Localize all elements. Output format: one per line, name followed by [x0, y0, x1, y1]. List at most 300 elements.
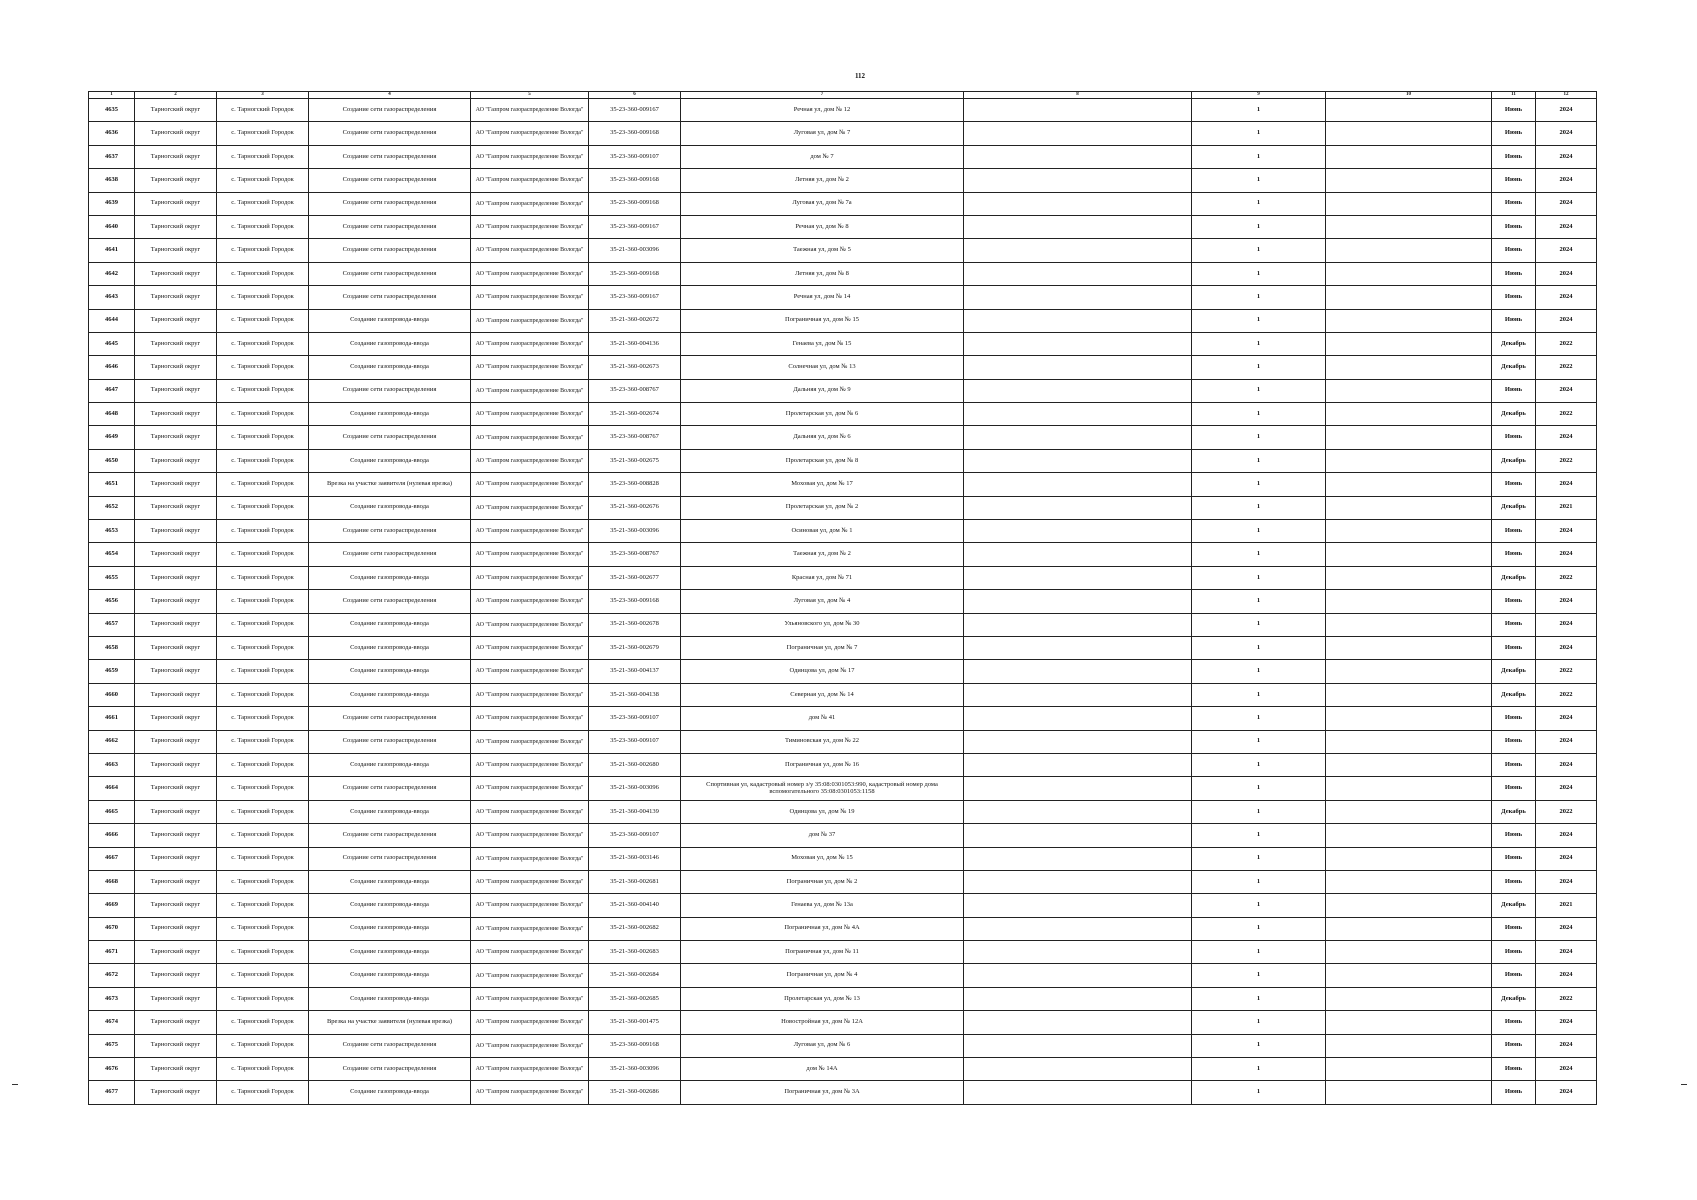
cell-column-locality: с. Тарногский Городок [217, 683, 309, 706]
cell-column-month: Июнь [1492, 309, 1536, 332]
cell-column-owner: АО "Газпром газораспределение Вологда" [471, 169, 589, 192]
cell-column-10 [1326, 800, 1492, 823]
cell-column-district: Тарногский округ [135, 192, 217, 215]
cell-column-work-type: Создание сети газораспределения [309, 145, 471, 168]
table-row [89, 941, 1597, 964]
cell-column-locality: с. Тарногский Городок [217, 613, 309, 636]
register-table [88, 91, 1597, 1105]
cell-column-cadastral-number: 35-21-360-004140 [589, 894, 681, 917]
cell-column-address: Таежная ул, дом № 5 [681, 239, 964, 262]
cell-column-district: Тарногский округ [135, 590, 217, 613]
cell-column-work-type: Создание сети газораспределения [309, 707, 471, 730]
cell-column-10 [1326, 683, 1492, 706]
cell-column-10 [1326, 403, 1492, 426]
cell-column-quantity: 1 [1192, 730, 1326, 753]
cell-column-district: Тарногский округ [135, 566, 217, 589]
cell-column-owner: АО "Газпром газораспределение Вологда" [471, 613, 589, 636]
table-row [89, 707, 1597, 730]
cell-column-10 [1326, 332, 1492, 355]
cell-column-month: Июнь [1492, 777, 1536, 800]
cell-column-address: Тиминовская ул, дом № 22 [681, 730, 964, 753]
cell-column-quantity: 1 [1192, 941, 1326, 964]
cell-column-index: 4641 [89, 239, 135, 262]
table-row [89, 332, 1597, 355]
cell-column-month: Июнь [1492, 379, 1536, 402]
table-row [89, 403, 1597, 426]
cell-column-owner: АО "Газпром газораспределение Вологда" [471, 1011, 589, 1034]
cell-column-10 [1326, 707, 1492, 730]
table-row [89, 777, 1597, 800]
header-column-month: 11 [1492, 92, 1536, 99]
table-row [89, 636, 1597, 659]
cell-column-8 [964, 847, 1192, 870]
cell-column-locality: с. Тарногский Городок [217, 426, 309, 449]
cell-column-month: Июнь [1492, 192, 1536, 215]
cell-column-8 [964, 145, 1192, 168]
cell-column-locality: с. Тарногский Городок [217, 847, 309, 870]
cell-column-year: 2024 [1536, 520, 1597, 543]
cell-column-month: Июнь [1492, 169, 1536, 192]
cell-column-cadastral-number: 35-23-360-008767 [589, 426, 681, 449]
cell-column-owner: АО "Газпром газораспределение Вологда" [471, 426, 589, 449]
cell-column-year: 2022 [1536, 660, 1597, 683]
cell-column-address: Дальняя ул, дом № 9 [681, 379, 964, 402]
cell-column-cadastral-number: 35-23-360-009107 [589, 707, 681, 730]
cell-column-quantity: 1 [1192, 520, 1326, 543]
cell-column-district: Тарногский округ [135, 987, 217, 1010]
cell-column-10 [1326, 777, 1492, 800]
cell-column-cadastral-number: 35-23-360-008767 [589, 543, 681, 566]
cell-column-index: 4661 [89, 707, 135, 730]
cell-column-quantity: 1 [1192, 449, 1326, 472]
cell-column-owner: АО "Газпром газораспределение Вологда" [471, 215, 589, 238]
cell-column-district: Тарногский округ [135, 847, 217, 870]
cell-column-8 [964, 707, 1192, 730]
header-column-year: 12 [1536, 92, 1597, 99]
table-row [89, 917, 1597, 940]
cell-column-work-type: Создание газопровода-ввода [309, 496, 471, 519]
cell-column-index: 4652 [89, 496, 135, 519]
table-row [89, 449, 1597, 472]
cell-column-owner: АО "Газпром газораспределение Вологда" [471, 987, 589, 1010]
cell-column-quantity: 1 [1192, 566, 1326, 589]
cell-column-address: Спортивная ул, кадастровый номер з/у 35:08:0301053:990, кадастровый номер дома вспомогательного 35:08:0301053:1158 [681, 777, 964, 800]
cell-column-8 [964, 449, 1192, 472]
cell-column-10 [1326, 262, 1492, 285]
cell-column-10 [1326, 730, 1492, 753]
cell-column-index: 4662 [89, 730, 135, 753]
cell-column-work-type: Создание газопровода-ввода [309, 356, 471, 379]
cell-column-8 [964, 379, 1192, 402]
cell-column-locality: с. Тарногский Городок [217, 1058, 309, 1081]
cell-column-year: 2022 [1536, 800, 1597, 823]
cell-column-work-type: Создание газопровода-ввода [309, 917, 471, 940]
cell-column-8 [964, 1081, 1192, 1104]
cell-column-owner: АО "Газпром газораспределение Вологда" [471, 1034, 589, 1057]
cell-column-month: Июнь [1492, 753, 1536, 776]
cell-column-address: дом № 41 [681, 707, 964, 730]
cell-column-quantity: 1 [1192, 496, 1326, 519]
cell-column-locality: с. Тарногский Городок [217, 730, 309, 753]
cell-column-year: 2024 [1536, 753, 1597, 776]
cell-column-address: Пролетарская ул, дом № 2 [681, 496, 964, 519]
cell-column-year: 2024 [1536, 286, 1597, 309]
table-row [89, 496, 1597, 519]
cell-column-address: Осиновая ул, дом № 1 [681, 520, 964, 543]
cell-column-work-type: Создание газопровода-ввода [309, 660, 471, 683]
cell-column-10 [1326, 987, 1492, 1010]
cell-column-locality: с. Тарногский Городок [217, 964, 309, 987]
cell-column-cadastral-number: 35-21-360-003096 [589, 520, 681, 543]
cell-column-8 [964, 683, 1192, 706]
cell-column-quantity: 1 [1192, 824, 1326, 847]
cell-column-owner: АО "Газпром газораспределение Вологда" [471, 800, 589, 823]
cell-column-year: 2021 [1536, 496, 1597, 519]
cell-column-work-type: Создание сети газораспределения [309, 99, 471, 122]
table-row [89, 590, 1597, 613]
cell-column-8 [964, 262, 1192, 285]
page-number: 112 [854, 72, 866, 80]
cell-column-address: Пролетарская ул, дом № 6 [681, 403, 964, 426]
table-row [89, 1011, 1597, 1034]
cell-column-cadastral-number: 35-23-360-009168 [589, 169, 681, 192]
cell-column-owner: АО "Газпром газораспределение Вологда" [471, 847, 589, 870]
cell-column-cadastral-number: 35-23-360-008828 [589, 473, 681, 496]
cell-column-address: Речная ул, дом № 14 [681, 286, 964, 309]
cell-column-district: Тарногский округ [135, 215, 217, 238]
cell-column-district: Тарногский округ [135, 870, 217, 893]
cell-column-month: Декабрь [1492, 566, 1536, 589]
cell-column-10 [1326, 122, 1492, 145]
cell-column-address: Новостройная ул, дом № 12А [681, 1011, 964, 1034]
cell-column-district: Тарногский округ [135, 660, 217, 683]
cell-column-cadastral-number: 35-23-360-009167 [589, 215, 681, 238]
cell-column-month: Июнь [1492, 730, 1536, 753]
cell-column-owner: АО "Газпром газораспределение Вологда" [471, 496, 589, 519]
cell-column-cadastral-number: 35-23-360-009168 [589, 192, 681, 215]
cell-column-locality: с. Тарногский Городок [217, 987, 309, 1010]
table-row [89, 215, 1597, 238]
cell-column-year: 2024 [1536, 777, 1597, 800]
cell-column-district: Тарногский округ [135, 309, 217, 332]
cell-column-quantity: 1 [1192, 894, 1326, 917]
cell-column-owner: АО "Газпром газораспределение Вологда" [471, 1081, 589, 1104]
cell-column-district: Тарногский округ [135, 683, 217, 706]
header-column-district: 2 [135, 92, 217, 99]
cell-column-address: Речная ул, дом № 12 [681, 99, 964, 122]
cell-column-year: 2024 [1536, 379, 1597, 402]
cell-column-month: Июнь [1492, 426, 1536, 449]
cell-column-year: 2022 [1536, 356, 1597, 379]
cell-column-10 [1326, 426, 1492, 449]
table-row [89, 1081, 1597, 1104]
cell-column-quantity: 1 [1192, 473, 1326, 496]
cell-column-year: 2024 [1536, 262, 1597, 285]
cell-column-index: 4648 [89, 403, 135, 426]
header-column-quantity: 9 [1192, 92, 1326, 99]
table-row [89, 379, 1597, 402]
header-column-index: 1 [89, 92, 135, 99]
cell-column-quantity: 1 [1192, 800, 1326, 823]
cell-column-8 [964, 99, 1192, 122]
cell-column-8 [964, 169, 1192, 192]
cell-column-quantity: 1 [1192, 870, 1326, 893]
cell-column-work-type: Создание сети газораспределения [309, 1058, 471, 1081]
cell-column-owner: АО "Газпром газораспределение Вологда" [471, 590, 589, 613]
cell-column-cadastral-number: 35-21-360-003096 [589, 239, 681, 262]
cell-column-8 [964, 590, 1192, 613]
cell-column-10 [1326, 379, 1492, 402]
cell-column-locality: с. Тарногский Городок [217, 309, 309, 332]
table-row [89, 683, 1597, 706]
header-column-10: 10 [1326, 92, 1492, 99]
cell-column-district: Тарногский округ [135, 145, 217, 168]
cell-column-8 [964, 870, 1192, 893]
cell-column-year: 2024 [1536, 1011, 1597, 1034]
cell-column-cadastral-number: 35-21-360-003146 [589, 847, 681, 870]
cell-column-locality: с. Тарногский Городок [217, 543, 309, 566]
cell-column-index: 4664 [89, 777, 135, 800]
cell-column-10 [1326, 309, 1492, 332]
cell-column-quantity: 1 [1192, 543, 1326, 566]
cell-column-8 [964, 636, 1192, 659]
cell-column-work-type: Создание газопровода-ввода [309, 566, 471, 589]
cell-column-locality: с. Тарногский Городок [217, 473, 309, 496]
cell-column-10 [1326, 824, 1492, 847]
table-row [89, 847, 1597, 870]
cell-column-district: Тарногский округ [135, 332, 217, 355]
header-column-cadastral-number: 6 [589, 92, 681, 99]
cell-column-work-type: Создание сети газораспределения [309, 847, 471, 870]
cell-column-quantity: 1 [1192, 987, 1326, 1010]
cell-column-work-type: Создание сети газораспределения [309, 730, 471, 753]
cell-column-district: Тарногский округ [135, 449, 217, 472]
cell-column-month: Июнь [1492, 122, 1536, 145]
cell-column-cadastral-number: 35-23-360-009168 [589, 590, 681, 613]
table-row [89, 99, 1597, 122]
cell-column-quantity: 1 [1192, 426, 1326, 449]
table-row [89, 239, 1597, 262]
cell-column-address: Летняя ул, дом № 8 [681, 262, 964, 285]
cell-column-year: 2024 [1536, 1034, 1597, 1057]
cell-column-8 [964, 332, 1192, 355]
cell-column-locality: с. Тарногский Городок [217, 590, 309, 613]
cell-column-10 [1326, 543, 1492, 566]
table-row [89, 730, 1597, 753]
cell-column-quantity: 1 [1192, 917, 1326, 940]
cell-column-work-type: Создание газопровода-ввода [309, 636, 471, 659]
cell-column-quantity: 1 [1192, 309, 1326, 332]
cell-column-address: Пограничная ул, дом № 16 [681, 753, 964, 776]
cell-column-year: 2024 [1536, 473, 1597, 496]
cell-column-cadastral-number: 35-21-360-002675 [589, 449, 681, 472]
cell-column-10 [1326, 215, 1492, 238]
cell-column-index: 4657 [89, 613, 135, 636]
cell-column-quantity: 1 [1192, 1081, 1326, 1104]
cell-column-month: Декабрь [1492, 496, 1536, 519]
cell-column-month: Июнь [1492, 613, 1536, 636]
cell-column-year: 2022 [1536, 449, 1597, 472]
cell-column-quantity: 1 [1192, 590, 1326, 613]
cell-column-8 [964, 520, 1192, 543]
cell-column-index: 4665 [89, 800, 135, 823]
cell-column-quantity: 1 [1192, 707, 1326, 730]
cell-column-cadastral-number: 35-21-360-004139 [589, 800, 681, 823]
cell-column-district: Тарногский округ [135, 1058, 217, 1081]
cell-column-locality: с. Тарногский Городок [217, 777, 309, 800]
cell-column-quantity: 1 [1192, 660, 1326, 683]
table-row [89, 356, 1597, 379]
cell-column-8 [964, 192, 1192, 215]
cell-column-address: Красная ул, дом № 71 [681, 566, 964, 589]
cell-column-district: Тарногский округ [135, 286, 217, 309]
cell-column-10 [1326, 1058, 1492, 1081]
cell-column-index: 4671 [89, 941, 135, 964]
cell-column-8 [964, 566, 1192, 589]
cell-column-quantity: 1 [1192, 215, 1326, 238]
cell-column-month: Июнь [1492, 964, 1536, 987]
cell-column-index: 4645 [89, 332, 135, 355]
cell-column-locality: с. Тарногский Городок [217, 192, 309, 215]
cell-column-8 [964, 426, 1192, 449]
cell-column-work-type: Создание сети газораспределения [309, 543, 471, 566]
cell-column-10 [1326, 145, 1492, 168]
cell-column-owner: АО "Газпром газораспределение Вологда" [471, 660, 589, 683]
cell-column-10 [1326, 99, 1492, 122]
cell-column-year: 2024 [1536, 1058, 1597, 1081]
table-row [89, 286, 1597, 309]
cell-column-10 [1326, 1034, 1492, 1057]
cell-column-work-type: Создание сети газораспределения [309, 777, 471, 800]
cell-column-address: Таежная ул, дом № 2 [681, 543, 964, 566]
cell-column-year: 2021 [1536, 894, 1597, 917]
cell-column-month: Июнь [1492, 262, 1536, 285]
cell-column-locality: с. Тарногский Городок [217, 800, 309, 823]
cell-column-work-type: Создание сети газораспределения [309, 426, 471, 449]
cell-column-locality: с. Тарногский Городок [217, 753, 309, 776]
cell-column-10 [1326, 192, 1492, 215]
cell-column-10 [1326, 449, 1492, 472]
cell-column-work-type: Создание сети газораспределения [309, 590, 471, 613]
cell-column-cadastral-number: 35-23-360-009107 [589, 824, 681, 847]
table-row [89, 964, 1597, 987]
cell-column-cadastral-number: 35-21-360-002673 [589, 356, 681, 379]
cell-column-8 [964, 286, 1192, 309]
cell-column-address: Пограничная ул, дом № 4 [681, 964, 964, 987]
cell-column-month: Декабрь [1492, 403, 1536, 426]
table-row [89, 566, 1597, 589]
cell-column-locality: с. Тарногский Городок [217, 660, 309, 683]
cell-column-district: Тарногский округ [135, 707, 217, 730]
table-row [89, 613, 1597, 636]
header-column-owner: 5 [471, 92, 589, 99]
cell-column-index: 4663 [89, 753, 135, 776]
cell-column-owner: АО "Газпром газораспределение Вологда" [471, 730, 589, 753]
cell-column-cadastral-number: 35-23-360-009167 [589, 286, 681, 309]
cell-column-month: Декабрь [1492, 894, 1536, 917]
cell-column-locality: с. Тарногский Городок [217, 262, 309, 285]
cell-column-10 [1326, 660, 1492, 683]
cell-column-quantity: 1 [1192, 192, 1326, 215]
cell-column-year: 2024 [1536, 730, 1597, 753]
cell-column-district: Тарногский округ [135, 496, 217, 519]
table-row [89, 145, 1597, 168]
cell-column-10 [1326, 1011, 1492, 1034]
cell-column-locality: с. Тарногский Городок [217, 379, 309, 402]
cell-column-8 [964, 473, 1192, 496]
cell-column-10 [1326, 941, 1492, 964]
cell-column-10 [1326, 496, 1492, 519]
cell-column-district: Тарногский округ [135, 543, 217, 566]
cell-column-owner: АО "Газпром газораспределение Вологда" [471, 262, 589, 285]
cell-column-work-type: Создание сети газораспределения [309, 262, 471, 285]
cell-column-index: 4658 [89, 636, 135, 659]
cell-column-district: Тарногский округ [135, 800, 217, 823]
cell-column-owner: АО "Газпром газораспределение Вологда" [471, 449, 589, 472]
cell-column-district: Тарногский округ [135, 1034, 217, 1057]
cell-column-work-type: Создание газопровода-ввода [309, 332, 471, 355]
cell-column-district: Тарногский округ [135, 730, 217, 753]
cell-column-locality: с. Тарногский Городок [217, 707, 309, 730]
table-row [89, 800, 1597, 823]
cell-column-cadastral-number: 35-21-360-002683 [589, 941, 681, 964]
table-row [89, 520, 1597, 543]
cell-column-index: 4649 [89, 426, 135, 449]
cell-column-year: 2024 [1536, 145, 1597, 168]
cell-column-locality: с. Тарногский Городок [217, 566, 309, 589]
cell-column-index: 4653 [89, 520, 135, 543]
cell-column-work-type: Создание сети газораспределения [309, 215, 471, 238]
cell-column-8 [964, 660, 1192, 683]
cell-column-quantity: 1 [1192, 1058, 1326, 1081]
cell-column-address: Пограничная ул, дом № 7 [681, 636, 964, 659]
cell-column-address: Пролетарская ул, дом № 13 [681, 987, 964, 1010]
cell-column-owner: АО "Газпром газораспределение Вологда" [471, 122, 589, 145]
cell-column-cadastral-number: 35-21-360-002676 [589, 496, 681, 519]
cell-column-address: Солнечная ул, дом № 13 [681, 356, 964, 379]
cell-column-10 [1326, 753, 1492, 776]
table-row [89, 262, 1597, 285]
cell-column-district: Тарногский округ [135, 753, 217, 776]
cell-column-work-type: Создание газопровода-ввода [309, 800, 471, 823]
cell-column-cadastral-number: 35-21-360-004138 [589, 683, 681, 706]
cell-column-locality: с. Тарногский Городок [217, 894, 309, 917]
cell-column-owner: АО "Газпром газораспределение Вологда" [471, 286, 589, 309]
cell-column-district: Тарногский округ [135, 964, 217, 987]
cell-column-month: Июнь [1492, 1034, 1536, 1057]
cell-column-owner: АО "Газпром газораспределение Вологда" [471, 753, 589, 776]
cell-column-8 [964, 894, 1192, 917]
table-row [89, 169, 1597, 192]
cell-column-address: Генаева ул, дом № 15 [681, 332, 964, 355]
cell-column-month: Июнь [1492, 941, 1536, 964]
cell-column-quantity: 1 [1192, 1011, 1326, 1034]
cell-column-year: 2024 [1536, 543, 1597, 566]
cell-column-quantity: 1 [1192, 332, 1326, 355]
cell-column-index: 4659 [89, 660, 135, 683]
cell-column-locality: с. Тарногский Городок [217, 1011, 309, 1034]
cell-column-owner: АО "Газпром газораспределение Вологда" [471, 192, 589, 215]
cell-column-owner: АО "Газпром газораспределение Вологда" [471, 824, 589, 847]
cell-column-month: Декабрь [1492, 332, 1536, 355]
cell-column-locality: с. Тарногский Городок [217, 449, 309, 472]
cell-column-8 [964, 730, 1192, 753]
cell-column-8 [964, 1058, 1192, 1081]
cell-column-year: 2024 [1536, 636, 1597, 659]
cell-column-district: Тарногский округ [135, 520, 217, 543]
cell-column-address: Луговая ул, дом № 6 [681, 1034, 964, 1057]
cell-column-year: 2024 [1536, 1081, 1597, 1104]
